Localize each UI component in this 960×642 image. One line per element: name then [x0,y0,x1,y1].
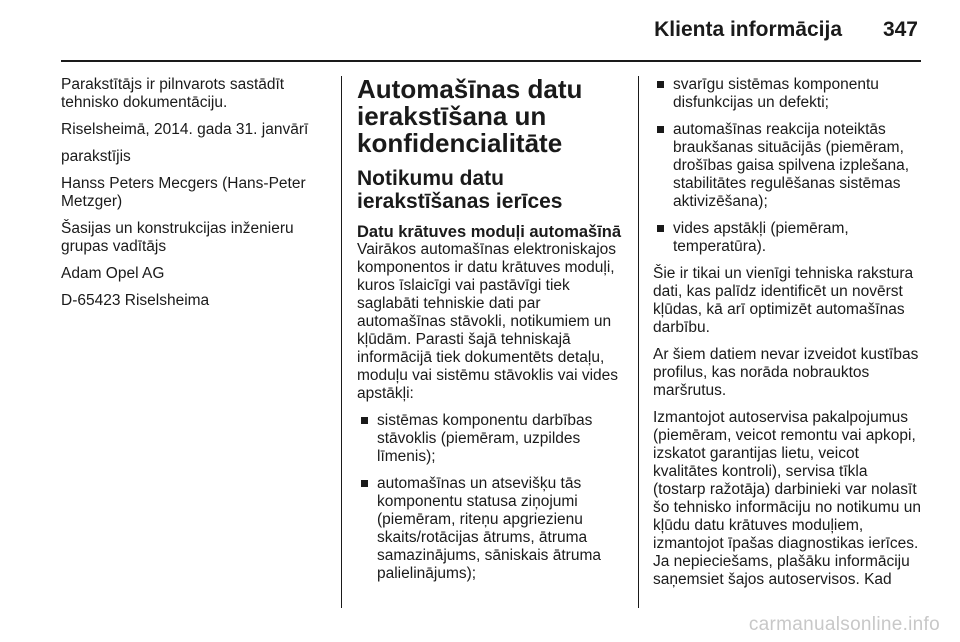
list-item [653,121,923,211]
heading-level-2: Notikumu datu ierakstīšanas ierīces [357,167,563,213]
list-item-text: sistēmas komponentu darbības stāvoklis (piemēram, uzpildes līmenis); [377,412,593,465]
paragraph: Vairākos automašīnas elektroniskajos komponentos ir datu krātuves moduļi, kuros īslaicīgi vai pastāvīgi tiek saglabāti tehniskie dati par automašīnas stāvokli, notikumiem un kļūdām. Parasti šajā tehniskajā informācijā tiek dokumentēts detaļu, moduļu vai sistēmu stāvoklis vai vides apstākļi: [357,241,619,402]
section-title: Klienta informācija [654,18,842,41]
list-item-text: vides apstākļi (piemēram, temperatūra). [673,220,849,255]
paragraph: Ar šiem datiem nevar izveidot kustības profilus, kas norāda nobrauktos maršrutus. [653,346,919,399]
column-divider [341,76,342,608]
paragraph: Izmantojot autoservisa pakalpojumus (piemēram, veicot remontu vai apkopi, izskatot garantijas lietu, veicot kvalitātes kontroli), servisa tīkla (tostarp ražotāja) darbinieki var nolasīt šo tehnisko informāciju no notikumu un kļūdu datu krātuves moduļiem, izmantojot īpašas diagnostikas ierīces. Ja nepieciešams, plašāku informāciju saņemsiet šajos autoservisos. Kad [653,409,921,588]
paragraph: parakstījis [61,148,131,165]
watermark: carmanualsonline.info [748,614,940,635]
page-header [0,0,960,62]
bullet-square-icon [657,225,664,232]
bullet-square-icon [361,417,368,424]
paragraph: Riselsheimā, 2014. gada 31. janvārī [61,121,309,138]
paragraph: Šasijas un konstrukcijas inženieru grupas vadītājs [61,220,294,255]
heading-level-1: Automašīnas datu ierakstīšana un konfidencialitāte [357,74,583,158]
bullet-list [653,76,923,256]
paragraph: Parakstītājs ir pilnvarots sastādīt tehnisko dokumentāciju. [61,76,285,111]
header-rule [61,60,921,62]
column-divider [638,76,639,608]
bullet-square-icon [657,126,664,133]
heading-level-3: Datu krātuves moduļi automašīnā [357,223,622,241]
page-number: 347 [882,18,918,41]
list-item [653,76,923,112]
list-item [357,412,627,466]
column-right [653,76,923,598]
bullet-list [357,412,627,583]
list-item-text: svarīgu sistēmas komponentu disfunkcijas un defekti; [673,76,879,111]
list-item [653,220,923,256]
paragraph: Hanss Peters Mecgers (Hans-Peter Metzger) [61,175,306,210]
paragraph: D-65423 Riselsheima [61,292,210,309]
column-left [61,76,329,319]
list-item-text: automašīnas un atsevišķu tās komponentu statusa ziņojumi (piemēram, riteņu apgriezienu skaits/rotācijas ātrums, ātruma samazinājums, sāniskais ātruma palielinājums); [377,475,601,582]
paragraph: Adam Opel AG [61,265,165,282]
bullet-square-icon [361,480,368,487]
paragraph: Šie ir tikai un vienīgi tehniska rakstura dati, kas palīdz identificēt un novērst kļūdas, kā arī optimizēt automašīnas darbību. [653,265,914,336]
list-item [357,475,627,583]
bullet-square-icon [657,81,664,88]
list-item-text: automašīnas reakcija noteiktās braukšanas situācijās (piemēram, drošības gaisa spilvena izplešana, stabilitātes regulēšanas sistēmas aktivizēšana); [673,121,910,210]
column-middle [357,76,627,592]
